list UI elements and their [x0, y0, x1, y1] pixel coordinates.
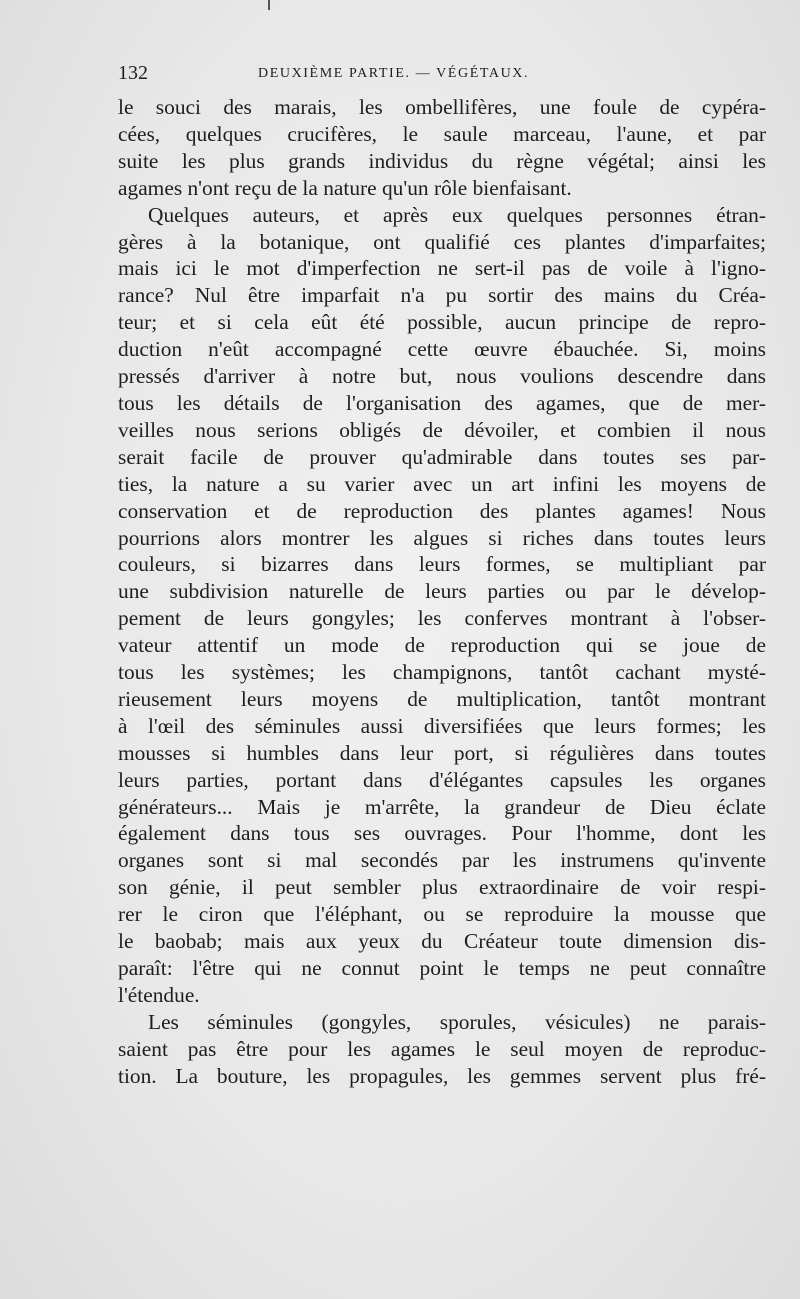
running-head: DEUXIÈME PARTIE. — VÉGÉTAUX.	[258, 66, 530, 81]
text-line: pressés d'arriver à notre but, nous voulions descendre dans	[118, 364, 766, 389]
text-line: agames n'ont reçu de la nature qu'un rôle bienfaisant.	[118, 175, 572, 200]
text-line: une subdivision naturelle de leurs parties ou par le dévelop-	[118, 579, 766, 604]
text-line: teur; et si cela eût été possible, aucun principe de repro-	[118, 310, 766, 335]
text-line: pement de leurs gongyles; les conferves montrant à l'obser-	[118, 606, 766, 631]
text-line: tous les systèmes; les champignons, tantôt cachant mysté-	[118, 660, 766, 685]
text-line: Les séminules (gongyles, sporules, vésicules) ne parais-	[148, 1009, 766, 1034]
text-line: à l'œil des séminules aussi diversifiées que leurs formes; les	[118, 713, 766, 738]
text-line: mais ici le mot d'imperfection ne sert-il pas de voile à l'igno-	[118, 256, 766, 281]
text-line: rer le ciron que l'éléphant, ou se reproduire la mousse que	[118, 902, 766, 927]
text-line: générateurs... Mais je m'arrête, la grandeur de Dieu éclate	[118, 794, 766, 819]
text-line: tous les détails de l'organisation des agames, que de mer-	[118, 390, 766, 415]
text-line: mousses si humbles dans leur port, si régulières dans toutes	[118, 740, 766, 765]
text-line: le souci des marais, les ombellifères, une foule de cypéra-	[118, 95, 766, 119]
text-line: couleurs, si bizarres dans leurs formes, se multipliant par	[118, 552, 766, 577]
text-line: tion. La bouture, les propagules, les gemmes servent plus fré-	[118, 1063, 766, 1088]
text-line: paraît: l'être qui ne connut point le temps ne peut connaître	[118, 956, 766, 980]
text-line: suite les plus grands individus du règne végétal; ainsi les	[118, 148, 766, 173]
page-number: 132	[118, 62, 148, 84]
top-edge-mark	[268, 0, 270, 10]
text-line: duction n'eût accompagné cette œuvre ébauchée. Si, moins	[118, 337, 766, 362]
page-header	[116, 62, 716, 88]
text-line: conservation et de reproduction des plantes agames! Nous	[118, 498, 766, 523]
text-line: rance? Nul être imparfait n'a pu sortir des mains du Créa-	[118, 283, 766, 308]
text-line: Quelques auteurs, et après eux quelques personnes étran-	[148, 202, 766, 227]
text-line: également dans tous ses ouvrages. Pour l'homme, dont les	[118, 821, 766, 846]
text-line: le baobab; mais aux yeux du Créateur toute dimension dis-	[118, 929, 766, 954]
text-line: l'étendue.	[118, 982, 200, 1007]
text-line: rieusement leurs moyens de multiplication, tantôt montrant	[118, 686, 766, 711]
text-line: serait facile de prouver qu'admirable dans toutes ses par-	[118, 444, 766, 469]
text-line: saient pas être pour les agames le seul moyen de reproduc-	[118, 1036, 766, 1061]
body-text	[118, 94, 766, 1090]
text-line: gères à la botanique, ont qualifié ces plantes d'imparfaites;	[118, 229, 766, 254]
text-line: veilles nous serions obligés de dévoiler, et combien il nous	[118, 417, 766, 442]
text-line: ties, la nature a su varier avec un art infini les moyens de	[118, 471, 766, 496]
text-line: pourrions alors montrer les algues si riches dans toutes leurs	[118, 525, 766, 550]
text-line: son génie, il peut sembler plus extraordinaire de voir respi-	[118, 875, 766, 900]
text-line: vateur attentif un mode de reproduction qui se joue de	[118, 633, 766, 658]
text-line: leurs parties, portant dans d'élégantes capsules les organes	[118, 767, 766, 792]
text-line: organes sont si mal secondés par les instrumens qu'invente	[118, 848, 766, 873]
text-line: cées, quelques crucifères, le saule marceau, l'aune, et par	[118, 121, 766, 146]
